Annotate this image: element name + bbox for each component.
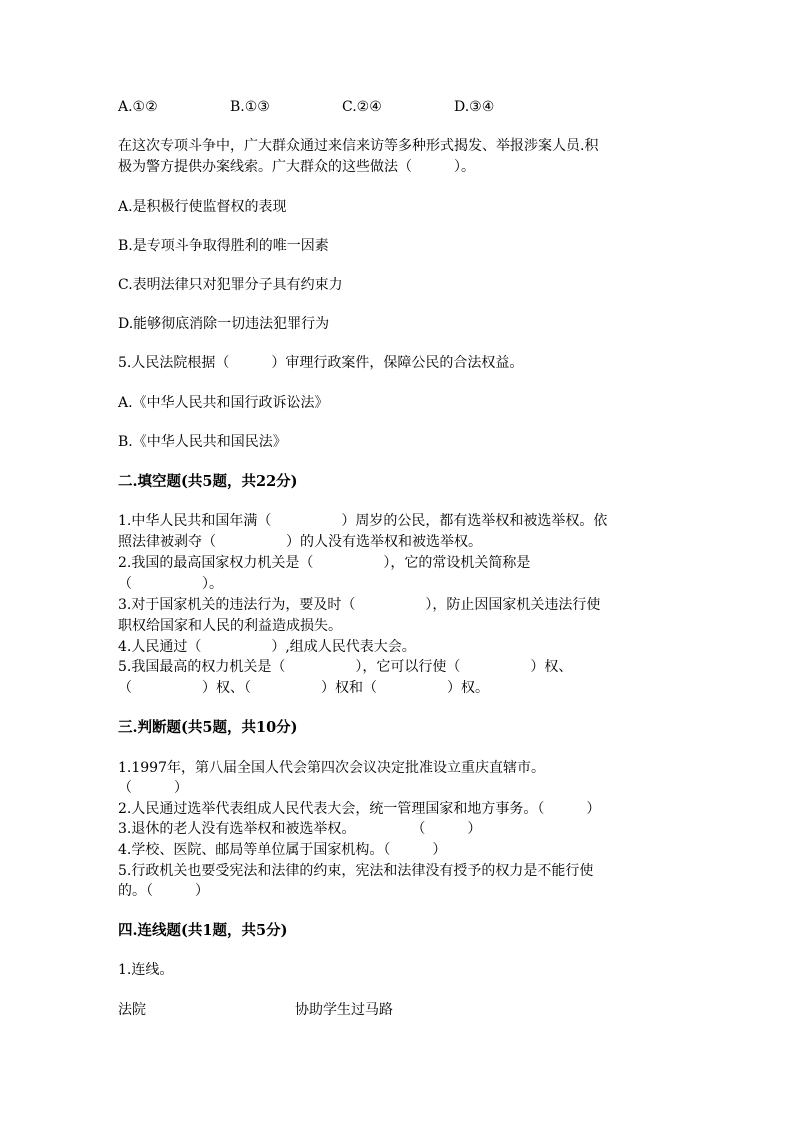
fill-blank-line: 1.中华人民共和国年满（ ）周岁的公民，都有选举权和被选举权。依 [118, 513, 608, 529]
choice-option: D.能够彻底消除一切违法犯罪行为 [118, 316, 330, 332]
matching-question: 1.连线。 [118, 962, 174, 978]
fill-blank-line: 5.我国最高的权力机关是（ ），它可以行使（ ）权、 [118, 659, 573, 675]
option-b: B.①③ [230, 99, 270, 115]
true-false-line: 的。（ ） [118, 883, 209, 899]
option-c: C.②④ [342, 99, 382, 115]
choice-option: C.表明法律只对犯罪分子具有约束力 [118, 277, 343, 293]
fill-blank-line: （ ）权、（ ）权和（ ）权。 [118, 680, 489, 696]
question-stem: 在这次专项斗争中，广大群众通过来信来访等多种形式揭发、举报涉案人员.积 [118, 138, 599, 154]
fill-blank-line: 职权给国家和人民的利益造成损失。 [118, 618, 342, 634]
true-false-line: 4.学校、医院、邮局等单位属于国家机构。（ ） [118, 842, 447, 858]
question-stem: 极为警方提供办案线索。广大群众的这些做法（ ）。 [118, 159, 475, 175]
section-heading-matching: 四.连线题(共1题，共5分) [118, 922, 288, 939]
fill-blank-line: 3.对于国家机关的违法行为，要及时（ ），防止因国家机关违法行使 [118, 597, 601, 613]
fill-blank-line: 照法律被剥夺（ ）的人没有选举权和被选举权。 [118, 534, 482, 550]
choice-option: B.是专项斗争取得胜利的唯一因素 [118, 238, 329, 254]
option-d: D.③④ [454, 99, 495, 115]
fill-blank-line: 2.我国的最高国家权力机关是（ ），它的常设机关简称是 [118, 555, 531, 571]
answer-options-row [118, 97, 538, 117]
fill-blank-line: 4.人民通过（ ）,组成人民代表大会。 [118, 639, 416, 655]
section-heading-fill-blank: 二.填空题(共5题，共22分) [118, 473, 298, 490]
true-false-line: 5.行政机关也要受宪法和法律的约束，宪法和法律没有授予的权力是不能行使 [118, 863, 594, 879]
matching-left-item: 法院 [118, 1002, 146, 1018]
fill-blank-line: （ ）。 [118, 576, 223, 592]
matching-right-item: 协助学生过马路 [295, 1002, 393, 1018]
choice-option: A.是积极行使监督权的表现 [118, 199, 287, 215]
true-false-line: （ ） [118, 780, 188, 796]
option-a: A.①② [118, 99, 158, 115]
true-false-line: 1.1997年，第八届全国人代会第四次会议决定批准设立重庆直辖市。 [118, 760, 545, 776]
true-false-line: 2.人民通过选举代表组成人民代表大会，统一管理国家和地方事务。（ ） [118, 801, 601, 817]
choice-option: A.《中华人民共和国行政诉讼法》 [118, 395, 329, 411]
question-stem: 5.人民法院根据（ ）审理行政案件，保障公民的合法权益。 [118, 355, 524, 371]
true-false-line: 3.退休的老人没有选举权和被选举权。 （ ） [118, 821, 482, 837]
section-heading-true-false: 三.判断题(共5题，共10分) [118, 719, 298, 736]
choice-option: B.《中华人民共和国民法》 [118, 434, 287, 450]
